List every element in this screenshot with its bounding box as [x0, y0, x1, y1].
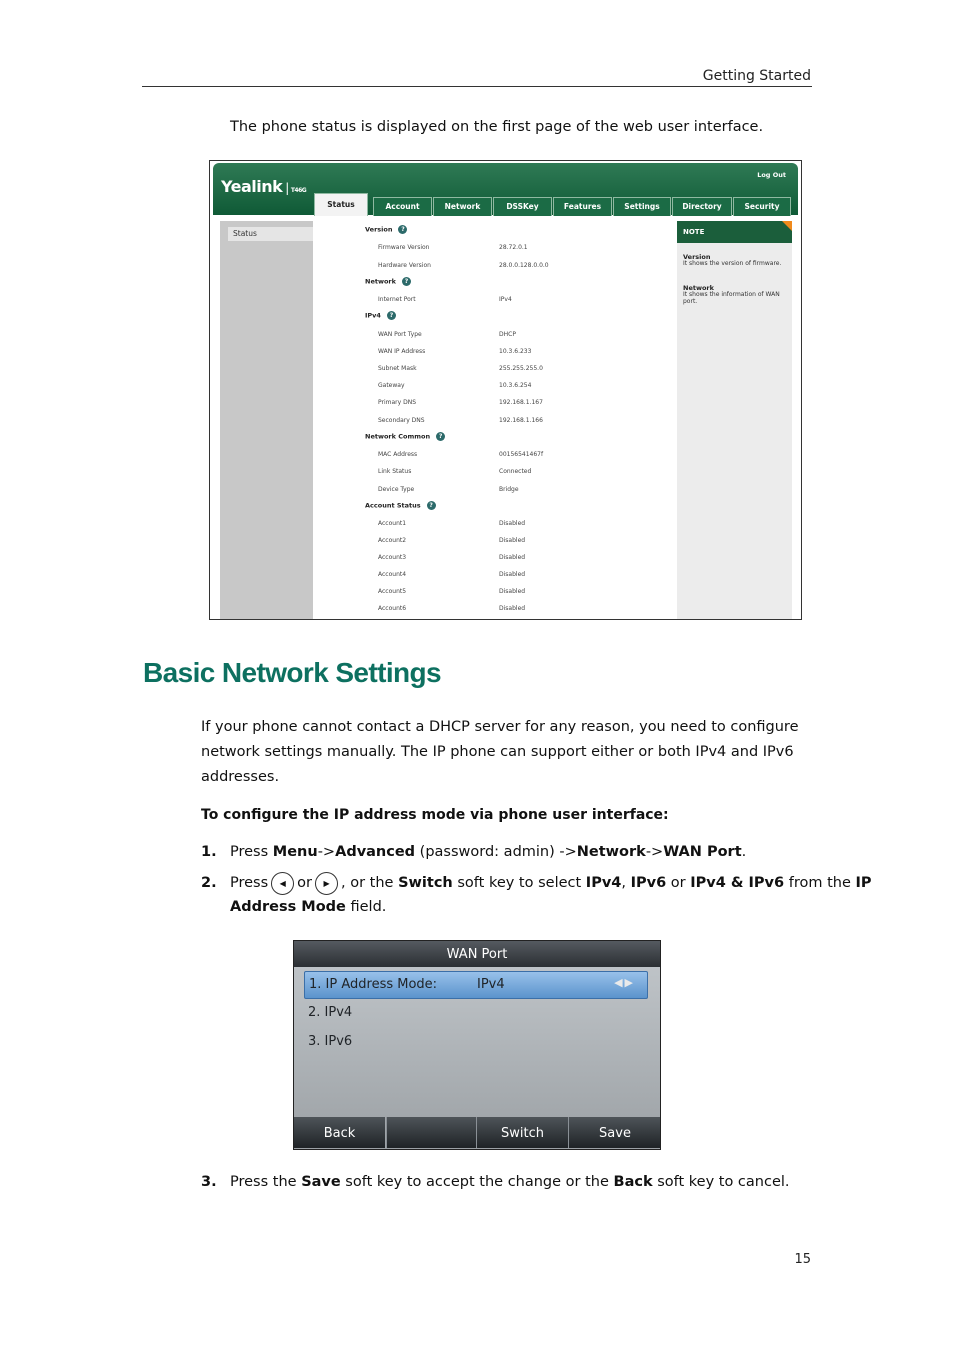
row-label: Internet Port: [378, 296, 416, 303]
note-title: Version: [683, 253, 711, 261]
row-value: 10.3.6.233: [499, 348, 532, 355]
row-value: Disabled: [499, 605, 526, 612]
section-network: Network ?: [365, 277, 411, 286]
note-panel: [677, 221, 792, 619]
left-arrow-key-icon: ◀: [271, 872, 294, 895]
row-label: Device Type: [378, 486, 415, 493]
tab-account[interactable]: Account: [373, 197, 432, 216]
row-label: Account5: [378, 588, 407, 595]
row-label: Subnet Mask: [378, 365, 417, 372]
row-label: WAN Port Type: [378, 331, 422, 338]
save-softkey[interactable]: Save: [568, 1117, 661, 1148]
tab-security[interactable]: Security: [733, 197, 791, 216]
step-number: 3.: [201, 1174, 217, 1190]
logout-link[interactable]: Log Out: [757, 171, 786, 179]
row-label: Primary DNS: [378, 399, 417, 406]
blank-softkey[interactable]: [386, 1117, 476, 1148]
row-label: Account2: [378, 537, 407, 544]
section-network-common: Network Common ?: [365, 432, 445, 441]
row-value: 192.168.1.167: [499, 399, 543, 406]
menu-item-ipv6[interactable]: 3. IPv6: [308, 1034, 353, 1049]
note-title: Network: [683, 284, 714, 292]
step-2-text: Press ◀ or ▶ , or the Switch soft key to select IPv4, IPv6 or IPv4 & IPv6 from the IP: [230, 871, 872, 896]
web-sidebar: [220, 221, 313, 619]
row-value: 28.72.0.1: [499, 244, 528, 251]
tab-settings[interactable]: Settings: [613, 197, 671, 216]
row-label: Account4: [378, 571, 407, 578]
note-header: NOTE: [677, 221, 792, 243]
row-value: 255.255.255.0: [499, 365, 543, 372]
step-3-text: Press the Save soft key to accept the change or the Back soft key to cancel.: [230, 1174, 790, 1190]
row-value: 192.168.1.166: [499, 417, 543, 424]
ip-address-mode-value: IPv4: [477, 977, 505, 992]
help-icon[interactable]: ?: [387, 311, 396, 320]
step-2-text-cont: Address Mode field.: [230, 899, 387, 915]
tab-directory[interactable]: Directory: [672, 197, 732, 216]
row-value: 28.0.0.128.0.0.0: [499, 262, 549, 269]
row-label: Account3: [378, 554, 407, 561]
paragraph-line: network settings manually. The IP phone can support either or both IPv4 and IPv6: [201, 744, 794, 760]
left-right-arrows-icon: ◀▶: [614, 976, 635, 989]
ip-address-mode-item[interactable]: [304, 971, 648, 999]
row-value: DHCP: [499, 331, 516, 338]
row-value: 10.3.6.254: [499, 382, 532, 389]
section-title: Basic Network Settings: [143, 657, 441, 688]
row-label: WAN IP Address: [378, 348, 426, 355]
tab-features[interactable]: Features: [553, 197, 612, 216]
yealink-logo: Yealink | T46G: [221, 177, 307, 196]
section-ipv4: IPv4 ?: [365, 311, 396, 320]
header-rule: [142, 86, 812, 87]
help-icon[interactable]: ?: [402, 277, 411, 286]
tab-dsskey[interactable]: DSSKey: [493, 197, 552, 216]
step-number: 1.: [201, 844, 217, 860]
row-value: Disabled: [499, 537, 526, 544]
step-number: 2.: [201, 875, 217, 891]
tab-status[interactable]: Status: [314, 193, 368, 216]
step-1-text: Press Menu->Advanced (password: admin) ->Network->WAN Port.: [230, 844, 747, 860]
sidebar-item-status[interactable]: Status: [228, 227, 313, 241]
web-header-bar: [213, 163, 798, 215]
phone-screen: [293, 940, 661, 1150]
row-label: Account1: [378, 520, 407, 527]
running-header: Getting Started: [702, 68, 811, 84]
row-label: Secondary DNS: [378, 417, 425, 424]
help-icon[interactable]: ?: [436, 432, 445, 441]
section-account-status: Account Status ?: [365, 501, 436, 510]
note-corner: [782, 221, 792, 231]
row-label: Link Status: [378, 468, 412, 475]
row-value: Connected: [499, 468, 532, 475]
row-label: Firmware Version: [378, 244, 430, 251]
row-label: Hardware Version: [378, 262, 431, 269]
paragraph-line: If your phone cannot contact a DHCP server for any reason, you need to configure: [201, 719, 799, 735]
row-label: Account6: [378, 605, 407, 612]
row-value: 00156541467f: [499, 451, 544, 458]
paragraph-line: addresses.: [201, 769, 280, 785]
web-ui-screenshot: [209, 160, 802, 620]
phone-screen-title: WAN Port: [294, 941, 660, 967]
row-label: Gateway: [378, 382, 405, 389]
note-text: It shows the information of WAN port.: [683, 291, 780, 305]
row-value: Disabled: [499, 520, 526, 527]
procedure-heading: To configure the IP address mode via phone user interface:: [201, 807, 669, 823]
row-value: Disabled: [499, 588, 526, 595]
back-softkey[interactable]: Back: [294, 1117, 385, 1148]
help-icon[interactable]: ?: [398, 225, 407, 234]
row-value: Disabled: [499, 554, 526, 561]
note-text: It shows the version of firmware.: [683, 260, 782, 267]
ip-address-mode-label: 1. IP Address Mode:: [309, 977, 438, 992]
help-icon[interactable]: ?: [427, 501, 436, 510]
row-value: Bridge: [499, 486, 519, 493]
right-arrow-key-icon: ▶: [315, 872, 338, 895]
menu-item-ipv4[interactable]: 2. IPv4: [308, 1005, 353, 1020]
switch-softkey[interactable]: Switch: [476, 1117, 568, 1148]
row-label: MAC Address: [378, 451, 418, 458]
row-value: IPv4: [499, 296, 512, 303]
intro-text: The phone status is displayed on the first page of the web user interface.: [230, 119, 764, 135]
tab-network[interactable]: Network: [433, 197, 492, 216]
page-number: 15: [794, 1252, 811, 1267]
section-version: Version ?: [365, 225, 407, 234]
row-value: Disabled: [499, 571, 526, 578]
